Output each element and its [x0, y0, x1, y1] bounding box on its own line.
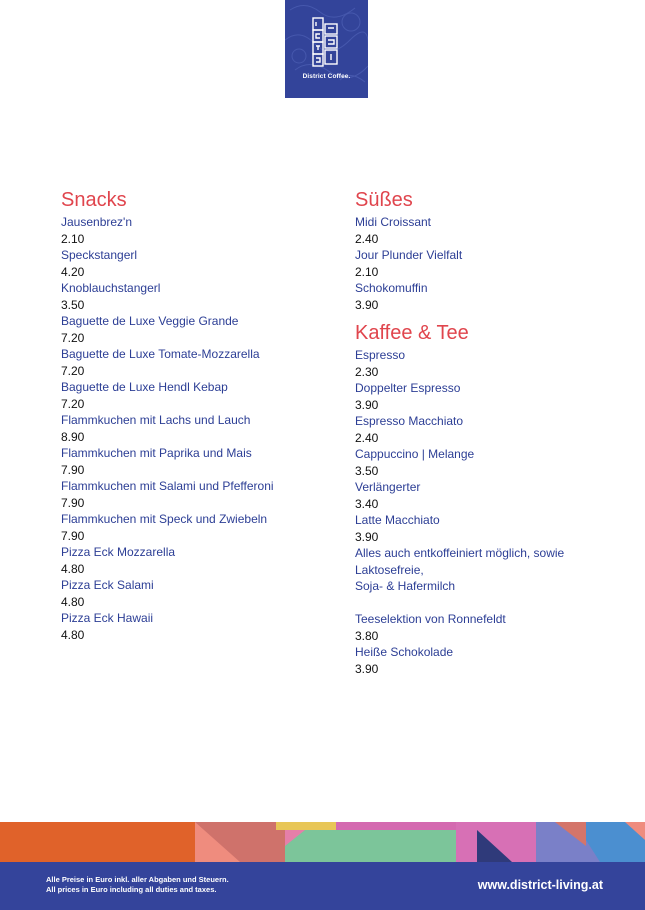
item-name: Espresso Macchiato	[355, 414, 464, 428]
menu-item	[355, 644, 605, 677]
item-price: 3.90	[355, 397, 379, 412]
item-price: 2.30	[355, 364, 379, 379]
item-name: Baguette de Luxe Hendl Kebap	[61, 380, 228, 394]
item-name: Flammkuchen mit Lachs und Lauch	[61, 413, 251, 427]
item-name: Heiße Schokolade	[355, 645, 454, 659]
item-price: 3.40	[355, 496, 379, 511]
item-name: Baguette de Luxe Veggie Grande	[61, 314, 239, 328]
snacks-heading: Snacks	[61, 189, 127, 211]
item-name: Baguette de Luxe Tomate-Mozzarella	[61, 347, 260, 361]
item-price: 7.90	[61, 528, 85, 543]
item-name: Knoblauchstangerl	[61, 281, 161, 295]
item-price: 7.20	[61, 396, 85, 411]
menu-item	[61, 280, 331, 313]
item-price: 3.50	[355, 463, 379, 478]
item-name: Pizza Eck Salami	[61, 578, 154, 592]
item-price: 2.10	[355, 264, 379, 279]
item-name: Jausenbrez'n	[61, 215, 133, 229]
menu-item	[355, 512, 605, 545]
note-line: Soja- & Hafermilch	[355, 579, 456, 593]
menu-item	[61, 511, 331, 544]
item-price: 7.90	[61, 462, 85, 477]
price-note-en: All prices in Euro including all duties and taxes.	[46, 885, 217, 894]
item-name: Flammkuchen mit Speck und Zwiebeln	[61, 512, 268, 526]
item-price: 4.80	[61, 561, 85, 576]
item-price: 3.90	[355, 661, 379, 676]
price-notes	[46, 875, 229, 895]
price-note-de: Alle Preise in Euro inkl. aller Abgaben und Steuern.	[46, 875, 229, 884]
item-name: Espresso	[355, 348, 406, 362]
menu-item	[61, 247, 331, 280]
item-price: 7.90	[61, 495, 85, 510]
item-name: Latte Macchiato	[355, 513, 440, 527]
menu-item	[61, 610, 331, 643]
spacer	[355, 595, 605, 612]
right-column	[355, 186, 605, 677]
item-name: Teeselektion von Ronnefeldt	[355, 612, 506, 626]
item-name: Pizza Eck Hawaii	[61, 611, 154, 625]
item-name: Schokomuffin	[355, 281, 428, 295]
district-coffee-logo	[285, 0, 368, 98]
footer-bar	[0, 862, 645, 910]
item-price: 4.80	[61, 627, 85, 642]
menu-item	[61, 544, 331, 577]
item-name: Flammkuchen mit Salami und Pfefferoni	[61, 479, 274, 493]
item-name: Cappuccino | Melange	[355, 447, 475, 461]
item-name: Verlängerter	[355, 480, 421, 494]
menu-item	[61, 313, 331, 346]
item-price: 8.90	[61, 429, 85, 444]
suesses-heading: Süßes	[355, 189, 413, 211]
menu-item	[355, 611, 605, 644]
snacks-list	[61, 214, 331, 643]
menu-item	[355, 446, 605, 479]
menu-item	[355, 280, 605, 313]
suesses-section	[355, 186, 605, 313]
item-price: 2.10	[61, 231, 85, 246]
item-name: Pizza Eck Mozzarella	[61, 545, 176, 559]
menu-item	[355, 214, 605, 247]
menu-item	[355, 247, 605, 280]
item-price: 2.40	[355, 231, 379, 246]
logo-mark-icon	[311, 16, 341, 68]
item-name: Speckstangerl	[61, 248, 138, 262]
item-price: 3.90	[355, 297, 379, 312]
item-price: 7.20	[61, 363, 85, 378]
kaffee-heading: Kaffee & Tee	[355, 322, 469, 344]
menu-item	[355, 479, 605, 512]
item-name: Midi Croissant	[355, 215, 432, 229]
note-line: Alles auch entkoffeiniert möglich, sowie	[355, 546, 565, 560]
snacks-section	[61, 186, 331, 643]
milk-options-note	[355, 545, 605, 595]
menu-item	[61, 445, 331, 478]
item-price: 3.50	[61, 297, 85, 312]
menu-item	[61, 214, 331, 247]
menu-item	[61, 478, 331, 511]
menu-item	[355, 380, 605, 413]
item-name: Flammkuchen mit Paprika und Mais	[61, 446, 252, 460]
decorative-color-band	[0, 822, 645, 862]
item-price: 4.80	[61, 594, 85, 609]
item-name: Doppelter Espresso	[355, 381, 461, 395]
menu-item	[61, 379, 331, 412]
item-price: 7.20	[61, 330, 85, 345]
website-link[interactable]: www.district-living.at	[477, 878, 603, 892]
note-line: Laktosefreie,	[355, 562, 424, 577]
item-price: 3.80	[355, 628, 379, 643]
item-price: 2.40	[355, 430, 379, 445]
item-name: Jour Plunder Vielfalt	[355, 248, 463, 262]
menu-item	[61, 346, 331, 379]
item-price: 4.20	[61, 264, 85, 279]
menu-item	[355, 347, 605, 380]
menu-item	[355, 413, 605, 446]
item-price: 3.90	[355, 529, 379, 544]
menu-item	[61, 412, 331, 445]
kaffee-section	[355, 319, 605, 677]
menu-item	[61, 577, 331, 610]
logo-brand-text: District Coffee.	[302, 73, 351, 80]
